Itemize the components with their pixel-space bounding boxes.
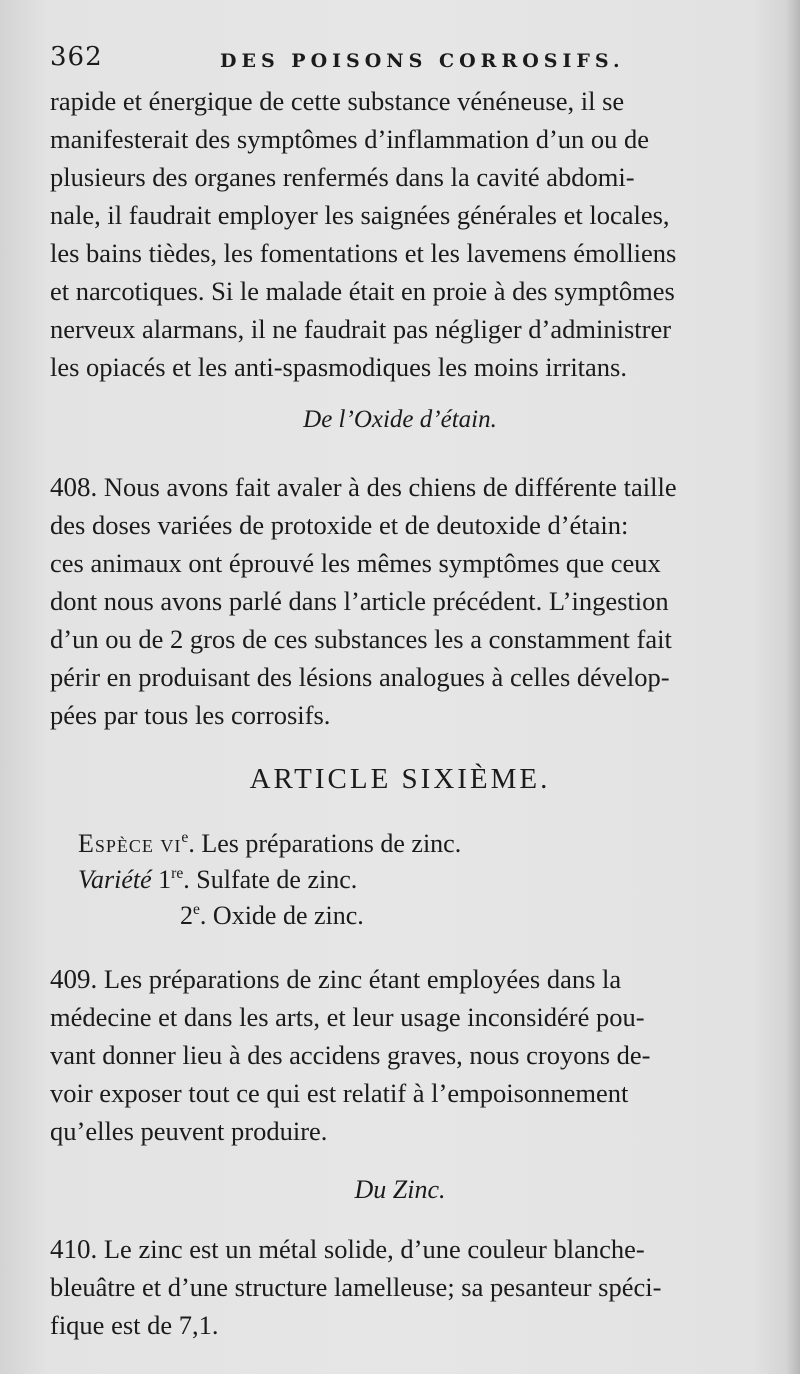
text-line: qu’elles peuvent produire. [50,1116,328,1146]
paragraph-408 [50,468,755,734]
text-line: des doses variées de protoxide et de deutoxide d’étain: [50,510,629,540]
text-line: les opiacés et les anti-spasmodiques les moins irritans. [50,352,627,382]
classification-variete-2 [78,898,461,934]
page-number: 362 [50,42,103,72]
classification-variete [78,862,461,898]
paragraph-409 [50,960,755,1150]
section-subheading: De l’Oxide d’étain. [303,406,497,433]
variete-number: 1 [151,865,172,894]
text-line: Nous avons fait avaler à des chiens de différente taille [97,472,677,502]
paragraph-continuation [50,82,755,386]
espece-number: vi [160,829,182,858]
text-line: rapide et énergique de cette substance vénéneuse, il se [50,86,625,116]
classification-espece [78,826,461,862]
text-line: Le zinc est un métal solide, d’une couleur blanche- [97,1234,645,1264]
text-line: plusieurs des organes renfermés dans la cavité abdomi- [50,162,635,192]
text-line: et narcotiques. Si le malade était en proie à des symptômes [50,276,675,306]
classification-block [78,826,461,934]
text-line: bleuâtre et d’une structure lamelleuse; sa pesanteur spéci- [50,1272,662,1302]
text-line: nale, il faudrait employer les saignées générales et locales, [50,200,670,230]
page-edge-shadow [786,0,800,1374]
text-line: dont nous avons parlé dans l’article précédent. L’ingestion [50,586,669,616]
espece-text: . Les préparations de zinc. [188,829,462,858]
section-subheading: Du Zinc. [354,1175,446,1204]
variete-text: . Sulfate de zinc. [183,865,358,894]
paragraph-number: 409. [50,964,98,994]
running-head: DES POISONS CORROSIFS. [220,50,625,72]
espece-label: Espèce [78,829,154,858]
text-line: voir exposer tout ce qui est relatif à l’empoisonnement [50,1078,629,1108]
variete-2-text: . Oxide de zinc. [199,901,364,930]
variete-2-superscript: e [193,900,200,918]
article-title: ARTICLE SIXIÈME. [249,763,551,795]
text-line: nerveux alarmans, il ne faudrait pas négliger d’administrer [50,314,672,344]
text-line: fique est de 7,1. [50,1310,219,1340]
variete-label: Variété [78,865,152,894]
variete-2-number: 2 [180,901,193,930]
text-line: médecine et dans les arts, et leur usage inconsidéré pou- [50,1002,645,1032]
text-line: Les préparations de zinc étant employées dans la [97,964,622,994]
variete-superscript: re [171,864,184,882]
paragraph-number: 408. [50,472,98,502]
text-line: les bains tièdes, les fomentations et les lavemens émolliens [50,238,677,268]
text-line: manifesterait des symptômes d’inflammation d’un ou de [50,124,650,154]
text-line: ces animaux ont éprouvé les mêmes symptômes que ceux [50,548,661,578]
page-header [50,42,750,78]
text-line: pées par tous les corrosifs. [50,700,331,730]
paragraph-number: 410. [50,1234,98,1264]
paragraph-410 [50,1230,755,1344]
text-line: périr en produisant des lésions analogues à celles dévelop- [50,662,670,692]
espece-superscript: e [181,828,189,846]
text-line: vant donner lieu à des accidens graves, nous croyons de- [50,1040,651,1070]
text-line: d’un ou de 2 gros de ces substances les a constamment fait [50,624,672,654]
